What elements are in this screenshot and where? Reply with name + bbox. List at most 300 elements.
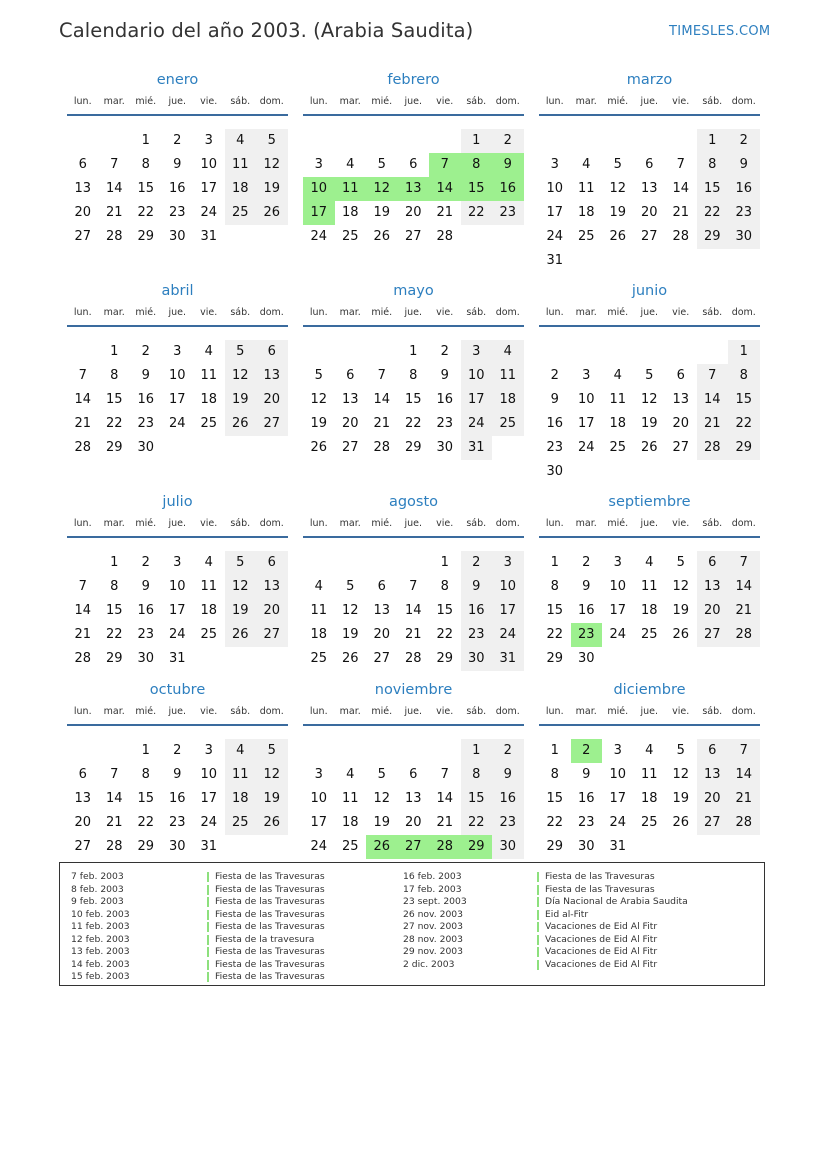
day-cell[interactable]: 10 xyxy=(168,579,186,594)
day-cell[interactable]: 19 xyxy=(609,205,627,220)
day-cell[interactable]: 18 xyxy=(492,388,524,412)
day-cell[interactable]: 18 xyxy=(200,392,218,407)
day-cell[interactable]: 23 xyxy=(461,623,493,647)
day-cell[interactable]: 3 xyxy=(613,555,622,570)
day-cell[interactable]: 4 xyxy=(346,767,355,782)
day-cell[interactable]: 2 xyxy=(571,739,603,763)
day-cell[interactable]: 12 xyxy=(672,767,690,782)
day-cell[interactable]: 7 xyxy=(78,368,87,383)
day-cell[interactable]: 23 xyxy=(492,201,524,225)
day-cell[interactable]: 19 xyxy=(672,603,690,618)
day-cell[interactable]: 23 xyxy=(168,205,186,220)
day-cell[interactable]: 8 xyxy=(461,153,493,177)
day-cell[interactable]: 15 xyxy=(697,177,729,201)
day-cell[interactable]: 23 xyxy=(546,440,564,455)
day-cell[interactable]: 10 xyxy=(303,177,335,201)
day-cell[interactable]: 14 xyxy=(74,603,92,618)
day-cell[interactable]: 29 xyxy=(461,835,493,859)
day-cell[interactable]: 27 xyxy=(640,229,658,244)
day-cell[interactable]: 18 xyxy=(225,177,257,201)
day-cell[interactable]: 29 xyxy=(404,440,422,455)
day-cell[interactable]: 5 xyxy=(346,579,355,594)
day-cell[interactable]: 8 xyxy=(440,579,449,594)
day-cell[interactable]: 8 xyxy=(141,157,150,172)
day-cell[interactable]: 11 xyxy=(640,767,658,782)
day-cell[interactable]: 4 xyxy=(346,157,355,172)
day-cell[interactable]: 7 xyxy=(110,157,119,172)
day-cell[interactable]: 30 xyxy=(168,229,186,244)
day-cell[interactable]: 27 xyxy=(398,835,430,859)
day-cell[interactable]: 23 xyxy=(137,627,155,642)
day-cell[interactable]: 10 xyxy=(168,368,186,383)
day-cell[interactable]: 11 xyxy=(335,177,367,201)
day-cell[interactable]: 3 xyxy=(613,743,622,758)
day-cell[interactable]: 2 xyxy=(173,743,182,758)
day-cell[interactable]: 20 xyxy=(373,627,391,642)
day-cell[interactable]: 9 xyxy=(440,368,449,383)
day-cell[interactable]: 12 xyxy=(225,364,257,388)
day-cell[interactable]: 5 xyxy=(613,157,622,172)
day-cell[interactable]: 19 xyxy=(373,205,391,220)
day-cell[interactable]: 22 xyxy=(436,627,454,642)
day-cell[interactable]: 14 xyxy=(728,763,760,787)
day-cell[interactable]: 11 xyxy=(609,392,627,407)
day-cell[interactable]: 12 xyxy=(609,181,627,196)
day-cell[interactable]: 26 xyxy=(609,229,627,244)
day-cell[interactable]: 28 xyxy=(672,229,690,244)
day-cell[interactable]: 28 xyxy=(74,440,92,455)
day-cell[interactable]: 6 xyxy=(697,551,729,575)
day-cell[interactable]: 18 xyxy=(640,603,658,618)
day-cell[interactable]: 24 xyxy=(200,205,218,220)
day-cell[interactable]: 5 xyxy=(676,555,685,570)
day-cell[interactable]: 7 xyxy=(697,364,729,388)
day-cell[interactable]: 11 xyxy=(341,791,359,806)
day-cell[interactable]: 23 xyxy=(137,416,155,431)
day-cell[interactable]: 28 xyxy=(373,440,391,455)
day-cell[interactable]: 25 xyxy=(200,416,218,431)
day-cell[interactable]: 3 xyxy=(173,344,182,359)
day-cell[interactable]: 12 xyxy=(256,153,288,177)
day-cell[interactable]: 29 xyxy=(546,651,564,666)
day-cell[interactable]: 16 xyxy=(546,416,564,431)
day-cell[interactable]: 2 xyxy=(173,133,182,148)
day-cell[interactable]: 7 xyxy=(728,551,760,575)
day-cell[interactable]: 31 xyxy=(200,229,218,244)
day-cell[interactable]: 6 xyxy=(346,368,355,383)
day-cell[interactable]: 24 xyxy=(577,440,595,455)
day-cell[interactable]: 20 xyxy=(341,416,359,431)
day-cell[interactable]: 24 xyxy=(546,229,564,244)
day-cell[interactable]: 16 xyxy=(168,791,186,806)
day-cell[interactable]: 26 xyxy=(256,201,288,225)
day-cell[interactable]: 31 xyxy=(492,647,524,671)
day-cell[interactable]: 10 xyxy=(200,767,218,782)
day-cell[interactable]: 14 xyxy=(74,392,92,407)
day-cell[interactable]: 24 xyxy=(168,416,186,431)
day-cell[interactable]: 11 xyxy=(200,368,218,383)
day-cell[interactable]: 21 xyxy=(105,815,123,830)
day-cell[interactable]: 3 xyxy=(314,157,323,172)
day-cell[interactable]: 19 xyxy=(256,177,288,201)
day-cell[interactable]: 17 xyxy=(200,791,218,806)
day-cell[interactable]: 14 xyxy=(429,177,461,201)
day-cell[interactable]: 12 xyxy=(366,177,398,201)
day-cell[interactable]: 10 xyxy=(577,392,595,407)
day-cell[interactable]: 22 xyxy=(546,815,564,830)
day-cell[interactable]: 19 xyxy=(310,416,328,431)
day-cell[interactable]: 11 xyxy=(640,579,658,594)
day-cell[interactable]: 20 xyxy=(256,599,288,623)
day-cell[interactable]: 26 xyxy=(310,440,328,455)
day-cell[interactable]: 1 xyxy=(461,739,493,763)
day-cell[interactable]: 1 xyxy=(409,344,418,359)
day-cell[interactable]: 9 xyxy=(492,763,524,787)
day-cell[interactable]: 17 xyxy=(303,201,335,225)
day-cell[interactable]: 21 xyxy=(74,416,92,431)
day-cell[interactable]: 25 xyxy=(640,815,658,830)
day-cell[interactable]: 21 xyxy=(404,627,422,642)
day-cell[interactable]: 9 xyxy=(492,153,524,177)
day-cell[interactable]: 19 xyxy=(225,599,257,623)
day-cell[interactable]: 28 xyxy=(728,811,760,835)
day-cell[interactable]: 3 xyxy=(204,133,213,148)
day-cell[interactable]: 10 xyxy=(310,791,328,806)
day-cell[interactable]: 11 xyxy=(310,603,328,618)
day-cell[interactable]: 5 xyxy=(256,129,288,153)
day-cell[interactable]: 18 xyxy=(310,627,328,642)
day-cell[interactable]: 30 xyxy=(728,225,760,249)
day-cell[interactable]: 15 xyxy=(546,603,564,618)
day-cell[interactable]: 30 xyxy=(168,839,186,854)
day-cell[interactable]: 7 xyxy=(78,579,87,594)
day-cell[interactable]: 27 xyxy=(404,229,422,244)
day-cell[interactable]: 31 xyxy=(200,839,218,854)
day-cell[interactable]: 14 xyxy=(672,181,690,196)
day-cell[interactable]: 3 xyxy=(461,340,493,364)
day-cell[interactable]: 8 xyxy=(697,153,729,177)
day-cell[interactable]: 6 xyxy=(409,767,418,782)
day-cell[interactable]: 23 xyxy=(168,815,186,830)
day-cell[interactable]: 21 xyxy=(74,627,92,642)
day-cell[interactable]: 22 xyxy=(137,815,155,830)
day-cell[interactable]: 30 xyxy=(546,464,564,479)
day-cell[interactable]: 25 xyxy=(341,229,359,244)
day-cell[interactable]: 21 xyxy=(436,205,454,220)
day-cell[interactable]: 13 xyxy=(256,364,288,388)
day-cell[interactable]: 5 xyxy=(225,551,257,575)
day-cell[interactable]: 21 xyxy=(373,416,391,431)
day-cell[interactable]: 3 xyxy=(204,743,213,758)
day-cell[interactable]: 28 xyxy=(404,651,422,666)
day-cell[interactable]: 10 xyxy=(609,767,627,782)
day-cell[interactable]: 11 xyxy=(225,763,257,787)
day-cell[interactable]: 1 xyxy=(697,129,729,153)
day-cell[interactable]: 29 xyxy=(728,436,760,460)
day-cell[interactable]: 13 xyxy=(404,791,422,806)
day-cell[interactable]: 24 xyxy=(609,627,627,642)
day-cell[interactable]: 10 xyxy=(609,579,627,594)
day-cell[interactable]: 30 xyxy=(577,651,595,666)
day-cell[interactable]: 7 xyxy=(676,157,685,172)
day-cell[interactable]: 23 xyxy=(436,416,454,431)
day-cell[interactable]: 2 xyxy=(582,555,591,570)
day-cell[interactable]: 1 xyxy=(550,555,559,570)
day-cell[interactable]: 1 xyxy=(728,340,760,364)
day-cell[interactable]: 2 xyxy=(141,555,150,570)
day-cell[interactable]: 20 xyxy=(74,815,92,830)
day-cell[interactable]: 7 xyxy=(110,767,119,782)
day-cell[interactable]: 24 xyxy=(609,815,627,830)
day-cell[interactable]: 13 xyxy=(341,392,359,407)
day-cell[interactable]: 17 xyxy=(492,599,524,623)
day-cell[interactable]: 5 xyxy=(314,368,323,383)
day-cell[interactable]: 27 xyxy=(74,229,92,244)
day-cell[interactable]: 1 xyxy=(110,555,119,570)
day-cell[interactable]: 16 xyxy=(137,392,155,407)
day-cell[interactable]: 15 xyxy=(436,603,454,618)
day-cell[interactable]: 21 xyxy=(697,412,729,436)
day-cell[interactable]: 16 xyxy=(168,181,186,196)
day-cell[interactable]: 22 xyxy=(461,201,493,225)
day-cell[interactable]: 14 xyxy=(436,791,454,806)
day-cell[interactable]: 20 xyxy=(74,205,92,220)
day-cell[interactable]: 7 xyxy=(728,739,760,763)
day-cell[interactable]: 12 xyxy=(310,392,328,407)
day-cell[interactable]: 5 xyxy=(645,368,654,383)
day-cell[interactable]: 10 xyxy=(461,364,493,388)
day-cell[interactable]: 16 xyxy=(436,392,454,407)
day-cell[interactable]: 10 xyxy=(492,575,524,599)
day-cell[interactable]: 25 xyxy=(225,201,257,225)
day-cell[interactable]: 30 xyxy=(492,835,524,859)
day-cell[interactable]: 18 xyxy=(225,787,257,811)
day-cell[interactable]: 28 xyxy=(105,839,123,854)
day-cell[interactable]: 2 xyxy=(141,344,150,359)
day-cell[interactable]: 14 xyxy=(404,603,422,618)
day-cell[interactable]: 22 xyxy=(546,627,564,642)
day-cell[interactable]: 6 xyxy=(377,579,386,594)
day-cell[interactable]: 8 xyxy=(550,767,559,782)
day-cell[interactable]: 16 xyxy=(492,177,524,201)
day-cell[interactable]: 25 xyxy=(225,811,257,835)
day-cell[interactable]: 4 xyxy=(314,579,323,594)
day-cell[interactable]: 19 xyxy=(256,787,288,811)
day-cell[interactable]: 30 xyxy=(436,440,454,455)
day-cell[interactable]: 29 xyxy=(137,229,155,244)
day-cell[interactable]: 21 xyxy=(672,205,690,220)
day-cell[interactable]: 13 xyxy=(697,763,729,787)
day-cell[interactable]: 24 xyxy=(461,412,493,436)
day-cell[interactable]: 18 xyxy=(577,205,595,220)
day-cell[interactable]: 2 xyxy=(492,129,524,153)
day-cell[interactable]: 26 xyxy=(341,651,359,666)
day-cell[interactable]: 24 xyxy=(168,627,186,642)
day-cell[interactable]: 6 xyxy=(78,767,87,782)
day-cell[interactable]: 24 xyxy=(200,815,218,830)
day-cell[interactable]: 25 xyxy=(609,440,627,455)
day-cell[interactable]: 23 xyxy=(492,811,524,835)
day-cell[interactable]: 17 xyxy=(546,205,564,220)
day-cell[interactable]: 27 xyxy=(256,623,288,647)
day-cell[interactable]: 15 xyxy=(137,181,155,196)
day-cell[interactable]: 20 xyxy=(697,787,729,811)
day-cell[interactable]: 6 xyxy=(256,340,288,364)
day-cell[interactable]: 20 xyxy=(404,205,422,220)
day-cell[interactable]: 11 xyxy=(577,181,595,196)
day-cell[interactable]: 27 xyxy=(74,839,92,854)
day-cell[interactable]: 4 xyxy=(225,129,257,153)
day-cell[interactable]: 14 xyxy=(697,388,729,412)
day-cell[interactable]: 28 xyxy=(697,436,729,460)
day-cell[interactable]: 15 xyxy=(461,177,493,201)
day-cell[interactable]: 27 xyxy=(256,412,288,436)
day-cell[interactable]: 18 xyxy=(341,815,359,830)
day-cell[interactable]: 15 xyxy=(461,787,493,811)
day-cell[interactable]: 13 xyxy=(74,181,92,196)
day-cell[interactable]: 13 xyxy=(697,575,729,599)
day-cell[interactable]: 24 xyxy=(310,229,328,244)
day-cell[interactable]: 1 xyxy=(440,555,449,570)
day-cell[interactable]: 3 xyxy=(582,368,591,383)
day-cell[interactable]: 13 xyxy=(256,575,288,599)
day-cell[interactable]: 11 xyxy=(492,364,524,388)
day-cell[interactable]: 18 xyxy=(609,416,627,431)
day-cell[interactable]: 5 xyxy=(225,340,257,364)
day-cell[interactable]: 21 xyxy=(728,599,760,623)
day-cell[interactable]: 7 xyxy=(429,153,461,177)
day-cell[interactable]: 18 xyxy=(640,791,658,806)
day-cell[interactable]: 17 xyxy=(609,603,627,618)
day-cell[interactable]: 2 xyxy=(492,739,524,763)
day-cell[interactable]: 30 xyxy=(461,647,493,671)
day-cell[interactable]: 1 xyxy=(550,743,559,758)
day-cell[interactable]: 2 xyxy=(461,551,493,575)
day-cell[interactable]: 13 xyxy=(640,181,658,196)
day-cell[interactable]: 5 xyxy=(377,767,386,782)
day-cell[interactable]: 1 xyxy=(141,743,150,758)
day-cell[interactable]: 8 xyxy=(141,767,150,782)
day-cell[interactable]: 12 xyxy=(373,791,391,806)
day-cell[interactable]: 17 xyxy=(310,815,328,830)
day-cell[interactable]: 26 xyxy=(373,229,391,244)
day-cell[interactable]: 31 xyxy=(168,651,186,666)
day-cell[interactable]: 19 xyxy=(640,416,658,431)
day-cell[interactable]: 9 xyxy=(173,157,182,172)
day-cell[interactable]: 17 xyxy=(200,181,218,196)
day-cell[interactable]: 9 xyxy=(582,767,591,782)
day-cell[interactable]: 4 xyxy=(645,555,654,570)
day-cell[interactable]: 16 xyxy=(492,787,524,811)
day-cell[interactable]: 4 xyxy=(204,344,213,359)
day-cell[interactable]: 22 xyxy=(105,627,123,642)
day-cell[interactable]: 26 xyxy=(225,412,257,436)
day-cell[interactable]: 24 xyxy=(310,839,328,854)
day-cell[interactable]: 1 xyxy=(110,344,119,359)
day-cell[interactable]: 28 xyxy=(728,623,760,647)
day-cell[interactable]: 2 xyxy=(440,344,449,359)
day-cell[interactable]: 4 xyxy=(645,743,654,758)
day-cell[interactable]: 4 xyxy=(492,340,524,364)
day-cell[interactable]: 23 xyxy=(577,815,595,830)
day-cell[interactable]: 29 xyxy=(546,839,564,854)
day-cell[interactable]: 31 xyxy=(546,253,564,268)
day-cell[interactable]: 5 xyxy=(377,157,386,172)
day-cell[interactable]: 9 xyxy=(550,392,559,407)
day-cell[interactable]: 30 xyxy=(137,440,155,455)
day-cell[interactable]: 9 xyxy=(141,368,150,383)
day-cell[interactable]: 4 xyxy=(613,368,622,383)
day-cell[interactable]: 26 xyxy=(225,623,257,647)
day-cell[interactable]: 20 xyxy=(697,599,729,623)
day-cell[interactable]: 13 xyxy=(398,177,430,201)
day-cell[interactable]: 25 xyxy=(310,651,328,666)
day-cell[interactable]: 6 xyxy=(645,157,654,172)
day-cell[interactable]: 12 xyxy=(341,603,359,618)
day-cell[interactable]: 25 xyxy=(341,839,359,854)
day-cell[interactable]: 27 xyxy=(697,623,729,647)
day-cell[interactable]: 18 xyxy=(341,205,359,220)
day-cell[interactable]: 19 xyxy=(341,627,359,642)
day-cell[interactable]: 16 xyxy=(577,603,595,618)
day-cell[interactable]: 4 xyxy=(204,555,213,570)
day-cell[interactable]: 6 xyxy=(676,368,685,383)
day-cell[interactable]: 3 xyxy=(314,767,323,782)
day-cell[interactable]: 17 xyxy=(461,388,493,412)
day-cell[interactable]: 27 xyxy=(373,651,391,666)
day-cell[interactable]: 22 xyxy=(697,201,729,225)
day-cell[interactable]: 25 xyxy=(492,412,524,436)
day-cell[interactable]: 30 xyxy=(137,651,155,666)
day-cell[interactable]: 8 xyxy=(409,368,418,383)
day-cell[interactable]: 9 xyxy=(173,767,182,782)
day-cell[interactable]: 8 xyxy=(110,579,119,594)
day-cell[interactable]: 17 xyxy=(168,392,186,407)
day-cell[interactable]: 3 xyxy=(492,551,524,575)
day-cell[interactable]: 20 xyxy=(404,815,422,830)
day-cell[interactable]: 1 xyxy=(141,133,150,148)
day-cell[interactable]: 31 xyxy=(461,436,493,460)
day-cell[interactable]: 26 xyxy=(672,815,690,830)
day-cell[interactable]: 26 xyxy=(672,627,690,642)
day-cell[interactable]: 29 xyxy=(137,839,155,854)
day-cell[interactable]: 7 xyxy=(440,767,449,782)
day-cell[interactable]: 22 xyxy=(404,416,422,431)
day-cell[interactable]: 15 xyxy=(105,603,123,618)
day-cell[interactable]: 28 xyxy=(74,651,92,666)
day-cell[interactable]: 19 xyxy=(373,815,391,830)
day-cell[interactable]: 8 xyxy=(728,364,760,388)
day-cell[interactable]: 14 xyxy=(105,181,123,196)
day-cell[interactable]: 21 xyxy=(436,815,454,830)
day-cell[interactable]: 25 xyxy=(200,627,218,642)
day-cell[interactable]: 7 xyxy=(409,579,418,594)
brand-link[interactable]: TIMESLES.COM xyxy=(669,24,771,39)
day-cell[interactable]: 29 xyxy=(436,651,454,666)
day-cell[interactable]: 11 xyxy=(200,579,218,594)
day-cell[interactable]: 19 xyxy=(672,791,690,806)
day-cell[interactable]: 21 xyxy=(105,205,123,220)
day-cell[interactable]: 22 xyxy=(728,412,760,436)
day-cell[interactable]: 17 xyxy=(609,791,627,806)
day-cell[interactable]: 22 xyxy=(461,811,493,835)
day-cell[interactable]: 11 xyxy=(225,153,257,177)
day-cell[interactable]: 13 xyxy=(74,791,92,806)
day-cell[interactable]: 17 xyxy=(577,416,595,431)
day-cell[interactable]: 13 xyxy=(672,392,690,407)
day-cell[interactable]: 5 xyxy=(256,739,288,763)
day-cell[interactable]: 14 xyxy=(728,575,760,599)
